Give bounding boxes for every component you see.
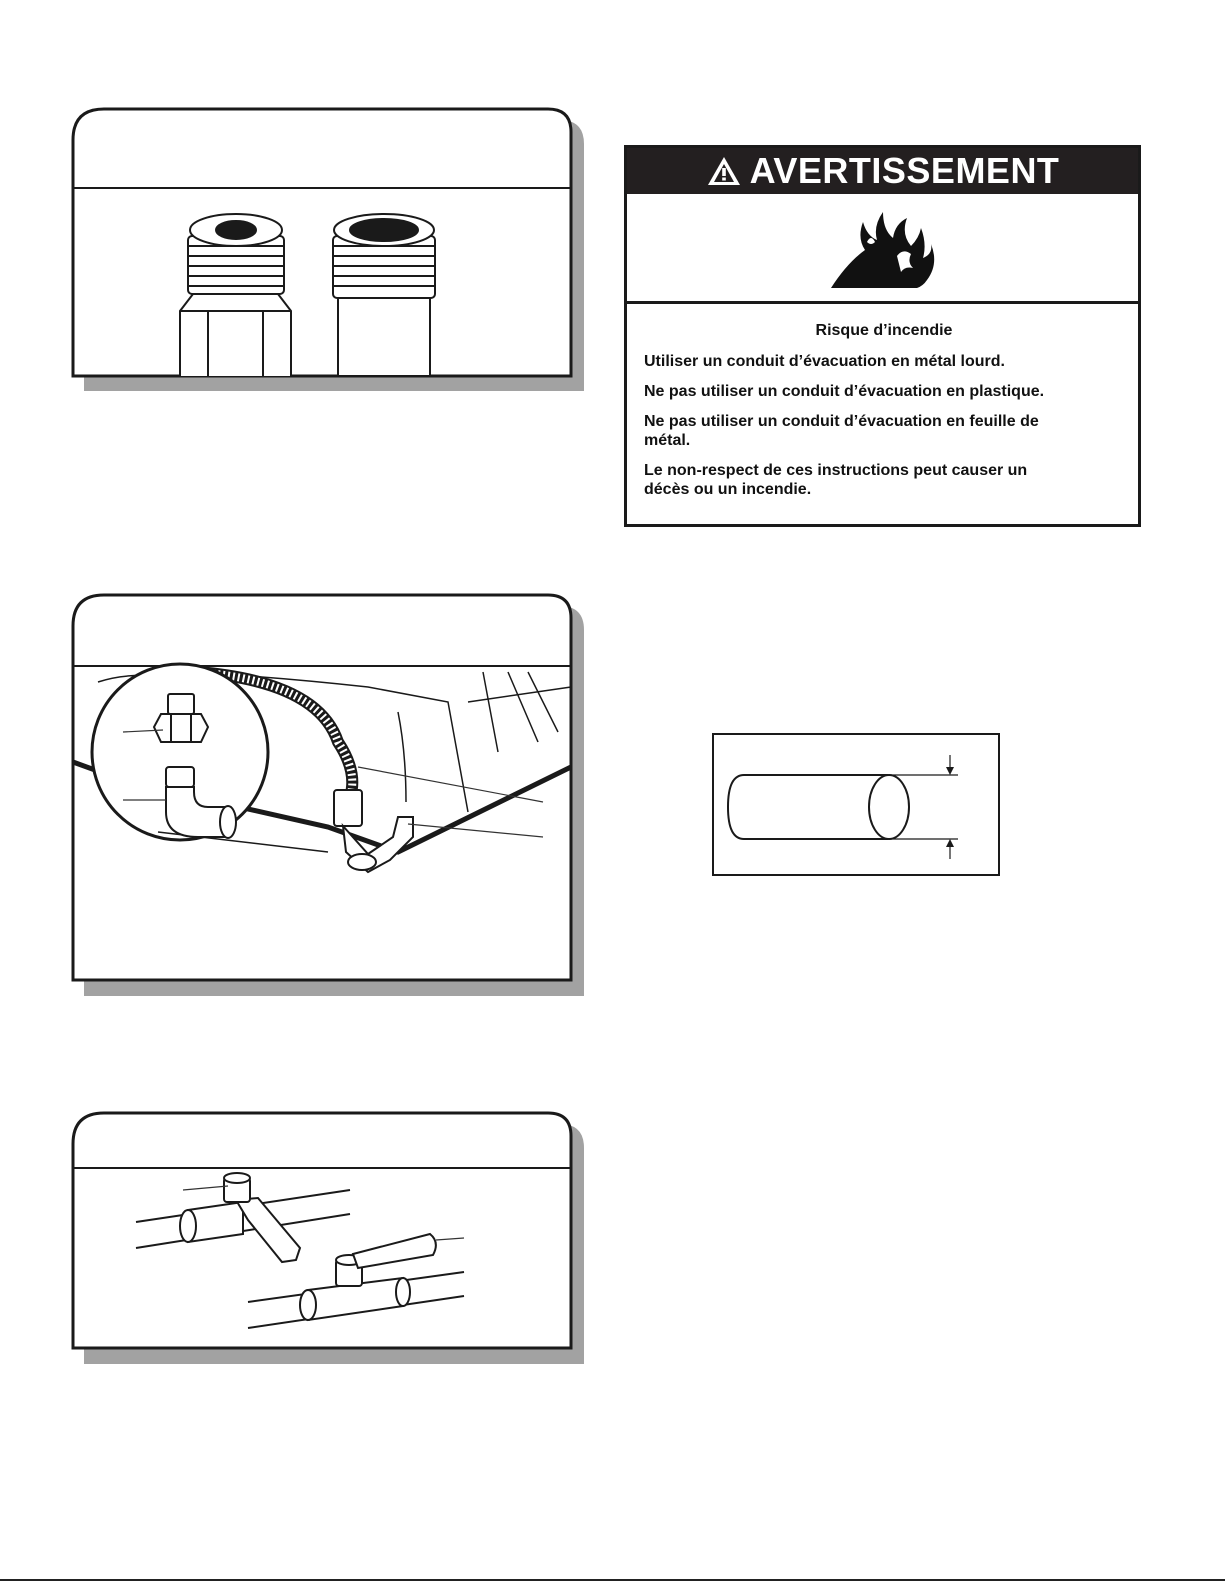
- shutoff-valves-illustration: [68, 1110, 588, 1372]
- warning-line: Utiliser un conduit d’évacuation en métal lourd.: [644, 353, 1005, 370]
- warning-title: AVERTISSEMENT: [749, 150, 1060, 191]
- shutoff-valves-figure: [68, 1110, 588, 1372]
- vent-duct-figure: [712, 733, 1002, 878]
- warning-header: [627, 148, 1138, 194]
- warning-text: [644, 316, 1124, 510]
- gas-connection-illustration: [68, 592, 588, 1002]
- vent-duct-diameter-diagram: [712, 733, 1002, 878]
- threaded-fittings-illustration: [68, 106, 588, 391]
- page-bottom-rule: [0, 1579, 1225, 1581]
- warning-line: Le non-respect de ces instructions peut causer un décès ou un incendie.: [644, 462, 1028, 498]
- warning-line: Ne pas utiliser un conduit d’évacuation en plastique.: [644, 383, 1045, 400]
- warning-triangle-icon: [706, 155, 742, 187]
- warning-line: Ne pas utiliser un conduit d’évacuation en feuille de métal.: [644, 413, 1039, 449]
- warning-symbol-area: [627, 194, 1138, 304]
- gas-connection-figure: [68, 592, 588, 1002]
- warning-box: [624, 145, 1141, 527]
- fire-icon: [827, 208, 937, 290]
- warning-heading: Risque d’incendie: [815, 322, 953, 339]
- threaded-fittings-figure: [68, 106, 588, 391]
